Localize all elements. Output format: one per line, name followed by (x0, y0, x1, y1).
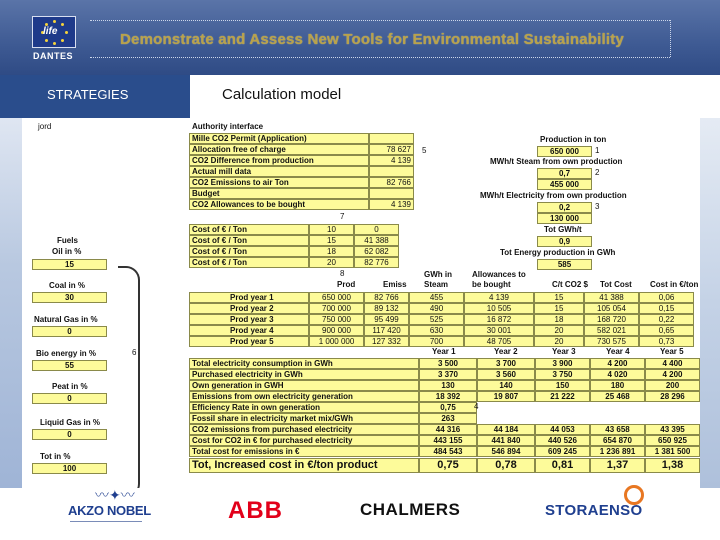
prod-cell[interactable]: 20 (534, 325, 584, 336)
authority-label[interactable]: Budget (189, 188, 369, 199)
marker: 2 (595, 168, 600, 177)
prod-cell[interactable]: 82 766 (364, 292, 409, 303)
tot-energy-label: Tot Energy production in GWh (500, 248, 616, 257)
final-cell[interactable]: 0,81 (535, 458, 590, 473)
summary-row-label[interactable]: Emissions from own electricity generation (189, 391, 419, 402)
prod-cell[interactable]: 455 (409, 292, 464, 303)
prod-cell[interactable]: 48 705 (464, 336, 534, 347)
page-title: Calculation model (222, 86, 342, 103)
peat-input[interactable]: 0 (32, 393, 107, 404)
marker: 7 (340, 212, 345, 221)
authority-label[interactable]: Mille CO2 Permit (Application) (189, 133, 369, 144)
authority-value[interactable]: 78 627 (369, 144, 414, 155)
summary-cell[interactable]: 654 870 (590, 435, 645, 446)
prod-row-label[interactable]: Prod year 1 (189, 292, 309, 303)
prod-cell[interactable]: 0,73 (639, 336, 694, 347)
prod-cell[interactable]: 650 000 (309, 292, 364, 303)
summary-cell[interactable]: 546 894 (477, 446, 535, 457)
prod-row-label[interactable]: Prod year 4 (189, 325, 309, 336)
summary-cell[interactable]: 150 (535, 380, 590, 391)
summary-cell[interactable]: 3 560 (477, 369, 535, 380)
year-header: Year 3 (552, 347, 576, 356)
prod-row-label[interactable]: Prod year 3 (189, 314, 309, 325)
authority-value[interactable] (369, 188, 414, 199)
summary-cell[interactable]: 21 222 (535, 391, 590, 402)
cost-total[interactable]: 62 082 (354, 246, 399, 257)
authority-value[interactable]: 4 139 (369, 155, 414, 166)
marker: 1 (595, 146, 600, 155)
prod-cell[interactable]: 10 505 (464, 303, 534, 314)
bio-input[interactable]: 55 (32, 360, 107, 371)
prod-cell[interactable]: 41 388 (584, 292, 639, 303)
authority-label[interactable]: Actual mill data (189, 166, 369, 177)
storaenso-logo: STORAENSO (545, 502, 643, 519)
summary-row-label[interactable]: Cost for CO2 in € for purchased electricity (189, 435, 419, 446)
summary-cell[interactable]: 3 900 (535, 358, 590, 369)
prod-cell[interactable]: 582 021 (584, 325, 639, 336)
summary-cell[interactable]: 25 468 (590, 391, 645, 402)
nav-section-strategies[interactable]: STRATEGIES (47, 87, 129, 102)
summary-cell[interactable]: 19 807 (477, 391, 535, 402)
final-cell[interactable]: 1,38 (645, 458, 700, 473)
summary-row-label[interactable]: Total electricity consumption in GWh (189, 358, 419, 369)
tot-input[interactable]: 100 (32, 463, 107, 474)
summary-row-label[interactable]: Total cost for emissions in € (189, 446, 419, 457)
life-logo-text: life (43, 26, 58, 37)
summary-cell[interactable]: 0,75 (419, 402, 477, 413)
prod-cell[interactable]: 15 (534, 303, 584, 314)
summary-cell[interactable]: 180 (590, 380, 645, 391)
summary-row-label[interactable]: Own generation in GWH (189, 380, 419, 391)
cost-label[interactable]: Cost of € / Ton (189, 224, 309, 235)
akzo-nobel-logo: AKZO NOBEL (68, 503, 151, 518)
year-header: Year 2 (494, 347, 518, 356)
col-header: GWh in Steam (424, 270, 452, 289)
summary-cell[interactable]: 18 392 (419, 391, 477, 402)
final-cell[interactable]: 1,37 (590, 458, 645, 473)
authority-value[interactable]: 4 139 (369, 199, 414, 210)
summary-cell[interactable]: 1 236 891 (590, 446, 645, 457)
cost-total[interactable]: 41 388 (354, 235, 399, 246)
cost-label[interactable]: Cost of € / Ton (189, 257, 309, 268)
summary-cell[interactable]: 4 200 (645, 369, 700, 380)
marker: 5 (422, 146, 427, 155)
summary-cell[interactable]: 3 750 (535, 369, 590, 380)
summary-cell[interactable]: 263 (419, 413, 477, 424)
summary-cell[interactable]: 3 370 (419, 369, 477, 380)
cost-rate[interactable]: 20 (309, 257, 354, 268)
cost-total[interactable]: 82 776 (354, 257, 399, 268)
prod-cell[interactable]: 750 000 (309, 314, 364, 325)
final-cell[interactable]: 0,75 (419, 458, 477, 473)
authority-value[interactable]: 82 766 (369, 177, 414, 188)
summary-cell[interactable]: 484 543 (419, 446, 477, 457)
prod-cell[interactable]: 4 139 (464, 292, 534, 303)
prod-cell[interactable]: 168 720 (584, 314, 639, 325)
authority-value[interactable] (369, 133, 414, 144)
summary-cell[interactable]: 43 658 (590, 424, 645, 435)
coal-input[interactable]: 30 (32, 292, 107, 303)
prod-cell[interactable]: 16 872 (464, 314, 534, 325)
header-divider (90, 20, 670, 21)
summary-cell[interactable]: 609 245 (535, 446, 590, 457)
tot-label: Tot in % (40, 452, 71, 461)
summary-cell[interactable]: 1 381 500 (645, 446, 700, 457)
dantes-logo-text: DANTES (33, 51, 74, 61)
col-header: Emiss (383, 280, 407, 289)
prod-cell[interactable]: 30 001 (464, 325, 534, 336)
header-divider (90, 57, 670, 58)
left-decoration (0, 118, 22, 488)
calculation-sheet (22, 118, 700, 486)
cost-label[interactable]: Cost of € / Ton (189, 235, 309, 246)
steam-total[interactable]: 455 000 (537, 179, 592, 190)
summary-cell[interactable]: 200 (645, 380, 700, 391)
prod-cell[interactable]: 630 (409, 325, 464, 336)
summary-cell[interactable]: 3 500 (419, 358, 477, 369)
summary-cell[interactable]: 44 184 (477, 424, 535, 435)
summary-cell[interactable]: 4 400 (645, 358, 700, 369)
prod-cell[interactable]: 95 499 (364, 314, 409, 325)
cost-label[interactable]: Cost of € / Ton (189, 246, 309, 257)
summary-cell[interactable]: 44 053 (535, 424, 590, 435)
marker: 6 (132, 348, 137, 357)
final-cell[interactable]: 0,78 (477, 458, 535, 473)
col-header: Tot Cost (600, 280, 632, 289)
prod-cell[interactable]: 0,65 (639, 325, 694, 336)
col-header: Allowances to be bought (472, 270, 526, 289)
summary-cell[interactable]: 4 020 (590, 369, 645, 380)
authority-label[interactable]: CO2 Difference from production (189, 155, 369, 166)
prod-cell[interactable]: 15 (534, 292, 584, 303)
prod-cell[interactable]: 700 (409, 336, 464, 347)
akzo-underline (70, 521, 142, 522)
peat-label: Peat in % (52, 382, 88, 391)
gas-label: Natural Gas in % (34, 315, 98, 324)
liquid-label: Liquid Gas in % (40, 418, 101, 427)
corner-label: jord (38, 122, 52, 131)
prod-cell[interactable]: 18 (534, 314, 584, 325)
cost-rate[interactable]: 18 (309, 246, 354, 257)
col-header: C/t CO2 $ (552, 280, 589, 289)
prod-cell[interactable]: 20 (534, 336, 584, 347)
header-headline: Demonstrate and Assess New Tools for Environmental Sustainability (120, 31, 624, 48)
authority-label[interactable]: Allocation free of charge (189, 144, 369, 155)
summary-row-label[interactable]: CO2 emissions from purchased electricity (189, 424, 419, 435)
prod-cell[interactable]: 700 000 (309, 303, 364, 314)
summary-row-label[interactable]: Efficiency Rate in own generation (189, 402, 419, 413)
summary-cell[interactable]: 3 700 (477, 358, 535, 369)
prod-cell[interactable]: 730 575 (584, 336, 639, 347)
prod-cell[interactable]: 1 000 000 (309, 336, 364, 347)
authority-label[interactable]: CO2 Emissions to air Ton (189, 177, 369, 188)
summary-row-label[interactable]: Fossil share in electricity market mix/GWh (189, 413, 419, 424)
prod-row-label[interactable]: Prod year 5 (189, 336, 309, 347)
fuels-label: Fuels (57, 236, 78, 245)
summary-cell[interactable]: 44 316 (419, 424, 477, 435)
prod-cell[interactable]: 525 (409, 314, 464, 325)
prod-cell[interactable]: 127 332 (364, 336, 409, 347)
summary-cell[interactable]: 130 (419, 380, 477, 391)
header-divider (670, 20, 671, 57)
steam-value[interactable]: 0,7 (537, 168, 592, 179)
col-header: Prod (337, 280, 356, 289)
akzo-nobel-mark-icon: 〰✦〰 (95, 487, 135, 503)
marker: 8 (340, 269, 345, 278)
summary-cell[interactable]: 140 (477, 380, 535, 391)
prod-cell[interactable]: 117 420 (364, 325, 409, 336)
year-header: Year 1 (432, 347, 456, 356)
summary-cell[interactable]: 650 925 (645, 435, 700, 446)
prod-cell[interactable]: 0,15 (639, 303, 694, 314)
electricity-label: MWh/t Electricity from own production (480, 191, 627, 200)
cost-rate[interactable]: 15 (309, 235, 354, 246)
oil-label: Oil in % (52, 247, 82, 256)
authority-label[interactable]: CO2 Allowances to be bought (189, 199, 369, 210)
year-header: Year 5 (660, 347, 684, 356)
liquid-input[interactable]: 0 (32, 429, 107, 440)
summary-row-label[interactable]: Purchased electricity in GWh (189, 369, 419, 380)
cost-rate[interactable]: 10 (309, 224, 354, 235)
prod-cell[interactable]: 490 (409, 303, 464, 314)
year-header: Year 4 (606, 347, 630, 356)
coal-label: Coal in % (49, 281, 86, 290)
cost-total[interactable]: 0 (354, 224, 399, 235)
summary-cell[interactable]: 441 840 (477, 435, 535, 446)
prod-cell[interactable]: 0,22 (639, 314, 694, 325)
production-label: Production in ton (540, 135, 607, 144)
marker: 4 (474, 402, 479, 411)
header-banner (0, 0, 720, 75)
prod-cell[interactable]: 89 132 (364, 303, 409, 314)
chalmers-logo: CHALMERS (360, 500, 461, 519)
tot-gwh-value[interactable]: 0,9 (537, 236, 592, 247)
final-label[interactable]: Tot, Increased cost in €/ton product (189, 458, 419, 473)
life-logo-icon (32, 16, 76, 48)
summary-cell[interactable]: 43 395 (645, 424, 700, 435)
summary-cell[interactable]: 443 155 (419, 435, 477, 446)
steam-label: MWh/t Steam from own production (490, 157, 623, 166)
summary-cell[interactable]: 4 200 (590, 358, 645, 369)
oil-input[interactable]: 15 (32, 259, 107, 270)
electricity-total[interactable]: 130 000 (537, 213, 592, 224)
gas-input[interactable]: 0 (32, 326, 107, 337)
prod-cell[interactable]: 0,06 (639, 292, 694, 303)
marker: 3 (595, 202, 600, 211)
summary-cell[interactable]: 28 296 (645, 391, 700, 402)
summary-cell[interactable]: 440 526 (535, 435, 590, 446)
prod-cell[interactable]: 900 000 (309, 325, 364, 336)
tot-gwh-label: Tot GWh/t (544, 225, 582, 234)
production-value[interactable]: 650 000 (537, 146, 592, 157)
abb-logo: ABB (228, 497, 283, 524)
col-header: Cost in €/ton (650, 280, 699, 289)
bio-label: Bio energy in % (36, 349, 97, 358)
tot-energy-value[interactable]: 585 (537, 259, 592, 270)
authority-title: Authority interface (192, 122, 264, 131)
fuel-brace (118, 266, 140, 498)
right-decoration (700, 118, 720, 488)
prod-cell[interactable]: 105 054 (584, 303, 639, 314)
prod-row-label[interactable]: Prod year 2 (189, 303, 309, 314)
electricity-value[interactable]: 0,2 (537, 202, 592, 213)
authority-value[interactable] (369, 166, 414, 177)
